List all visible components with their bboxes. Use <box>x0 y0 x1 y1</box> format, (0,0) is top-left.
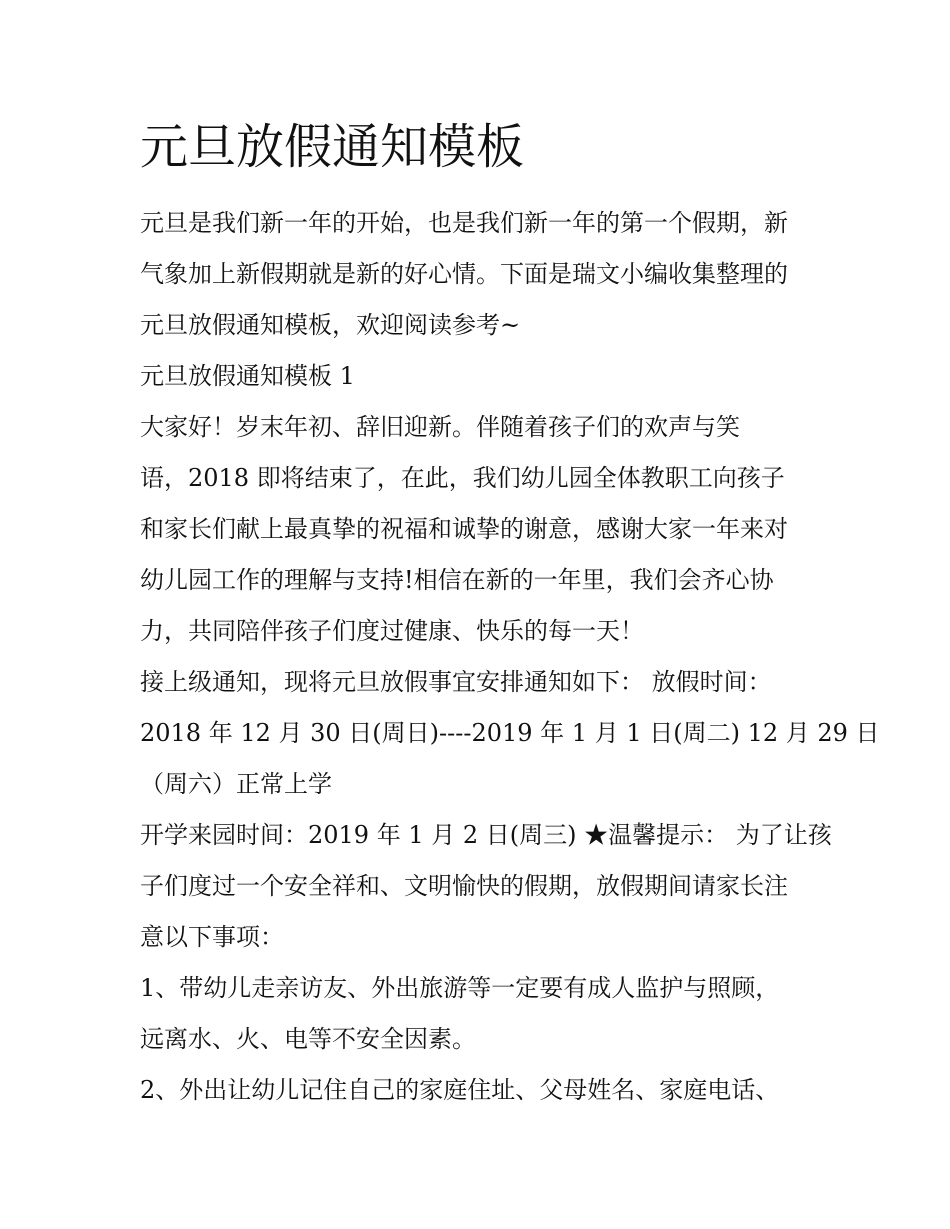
body-line: 接上级通知，现将元旦放假事宜安排通知如下： 放假时间： <box>140 668 772 696</box>
section-heading: 元旦放假通知模板 1 <box>140 362 355 390</box>
list-item: 1、带幼儿走亲访友、外出旅游等一定要有成人监护与照顾， <box>140 974 780 1002</box>
body-line: 元旦是我们新一年的开始，也是我们新一年的第一个假期，新 <box>140 209 788 237</box>
body-line: （周六）正常上学 <box>140 770 332 798</box>
body-line: 气象加上新假期就是新的好心情。下面是瑞文小编收集整理的 <box>140 260 788 288</box>
body-line: 力，共同陪伴孩子们度过健康、快乐的每一天！ <box>140 617 644 645</box>
list-item: 2、外出让幼儿记住自己的家庭住址、父母姓名、家庭电话、 <box>140 1076 780 1104</box>
body-line: 意以下事项： <box>140 923 284 951</box>
body-line: 和家长们献上最真挚的祝福和诚挚的谢意，感谢大家一年来对 <box>140 515 788 543</box>
document-body <box>140 198 880 1116</box>
body-line: 幼儿园工作的理解与支持!相信在新的一年里，我们会齐心协 <box>140 566 774 594</box>
body-line: 大家好！岁末年初、辞旧迎新。伴随着孩子们的欢声与笑 <box>140 413 740 441</box>
body-line: 元旦放假通知模板，欢迎阅读参考~ <box>140 311 521 339</box>
body-line: 子们度过一个安全祥和、文明愉快的假期，放假期间请家长注 <box>140 872 788 900</box>
body-line: 开学来园时间：2019 年 1 月 2 日(周三) ★温馨提示： 为了让孩 <box>140 821 832 849</box>
document-title: 元旦放假通知模板 <box>140 119 525 175</box>
body-line: 语，2018 即将结束了，在此，我们幼儿园全体教职工向孩子 <box>140 464 785 492</box>
body-line: 2018 年 12 月 30 日(周日)----2019 年 1 月 1 日(周二) 12 月 29 日 <box>140 719 880 747</box>
body-line: 远离水、火、电等不安全因素。 <box>140 1025 476 1053</box>
